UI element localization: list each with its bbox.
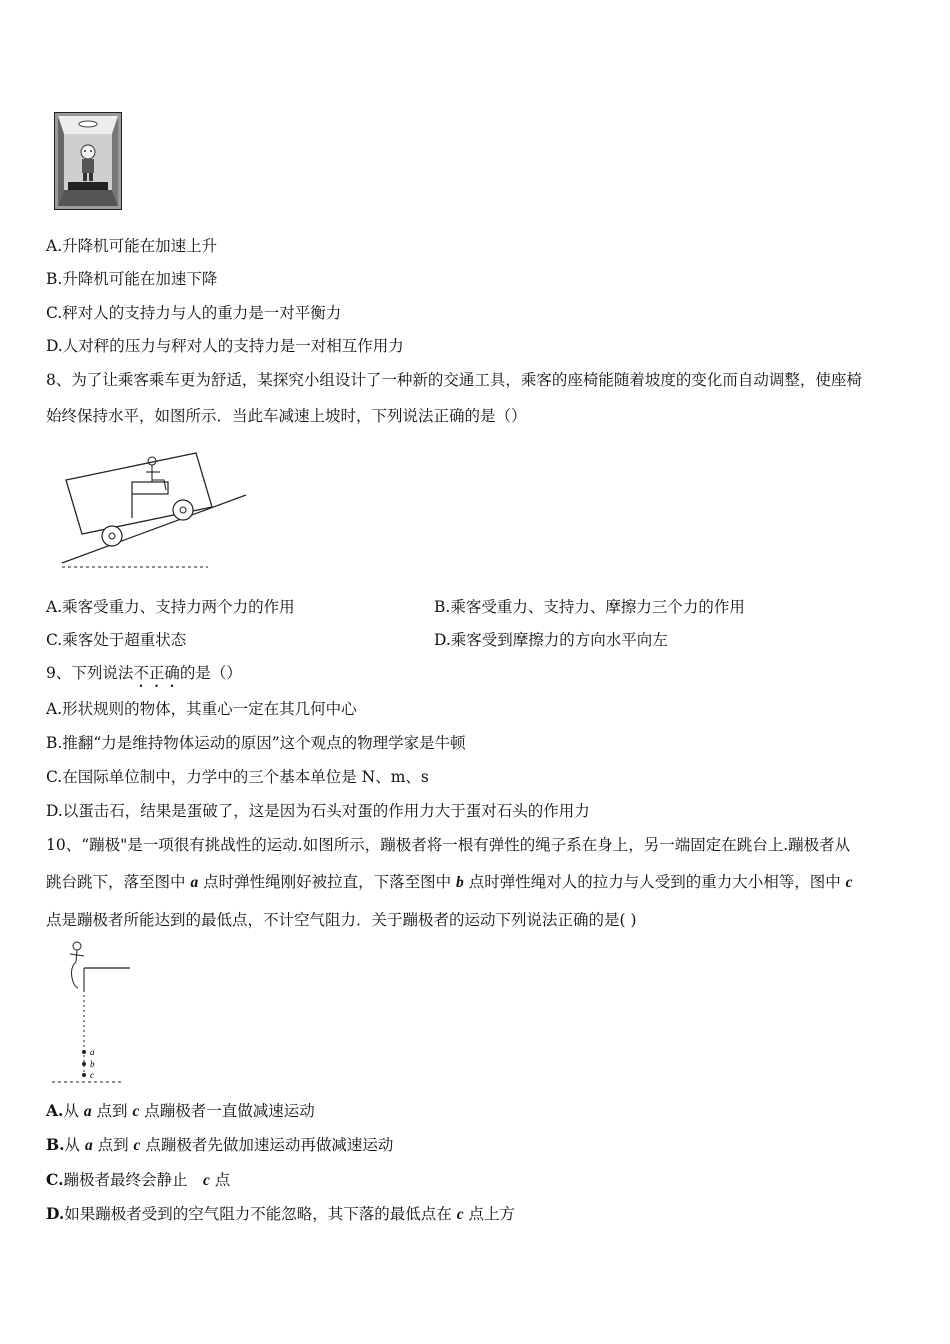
option-text: 点蹦极者先做加速运动再做减速运动 [140, 1136, 394, 1154]
q10-option-d [46, 1204, 515, 1225]
q10-option-c [46, 1170, 230, 1191]
q10-text: 点时弹性绳刚好被拉直，下落至图中 [198, 873, 457, 891]
var-c: c [845, 874, 853, 891]
option-text: 点蹦极者一直做减速运动 [139, 1102, 315, 1120]
q8-stem-line2: 始终保持水平，如图所示．当此车减速上坡时，下列说法正确的是（） [46, 407, 527, 425]
option-letter: D. [46, 1204, 65, 1223]
q7-option-c: C.秤对人的支持力与人的重力是一对平衡力 [46, 304, 342, 322]
var-c: c [202, 1172, 210, 1189]
var-c: c [133, 1137, 141, 1154]
elevator-scale-figure [54, 112, 122, 210]
point-label-b: b [90, 1059, 95, 1069]
option-text: 蹦极者最终会静止 [63, 1171, 203, 1189]
q10-stem-line1: 10、“蹦极"是一项很有挑战性的运动.如图所示，蹦极者将一根有弹性的绳子系在身上，另一端固定在跳台上.蹦极者从 [46, 836, 851, 854]
var-c: c [132, 1103, 140, 1120]
q8-stem-line1: 8、为了让乘客乘车更为舒适，某探究小组设计了一种新的交通工具，乘客的座椅能随着坡度的变化而自动调整，使座椅 [46, 371, 862, 389]
option-text: 点上方 [463, 1205, 516, 1223]
q9-option-d: D.以蛋击石，结果是蛋破了，这是因为石头对蛋的作用力大于蛋对石头的作用力 [46, 802, 590, 820]
option-text: 点到 [91, 1102, 133, 1120]
var-c: c [456, 1206, 464, 1223]
q9-option-b: B.推翻“力是维持物体运动的原因”这个观点的物理学家是牛顿 [46, 734, 466, 752]
q8-option-c: C.乘客处于超重状态 [46, 631, 187, 649]
var-a: a [84, 1137, 93, 1154]
q10-stem-line2 [46, 872, 853, 893]
bungee-jump-figure [48, 938, 138, 1088]
q8-option-d: D.乘客受到摩擦力的方向水平向左 [434, 631, 668, 649]
q9-option-c: C.在国际单位制中，力学中的三个基本单位是 N、m、s [46, 768, 429, 786]
q9-stem-pre: 9、下列说法 [46, 664, 134, 682]
q9-stem-post: 的是（） [179, 664, 242, 682]
q9-stem [46, 663, 242, 691]
option-text: 从 [64, 1136, 85, 1154]
point-label-c: c [90, 1070, 94, 1080]
q10-option-b [46, 1135, 393, 1156]
q7-option-a: A.升降机可能在加速上升 [46, 237, 218, 255]
option-text: 从 [63, 1102, 84, 1120]
var-a: a [190, 874, 199, 891]
point-label-a: a [90, 1047, 95, 1057]
q7-option-b: B.升降机可能在加速下降 [46, 270, 218, 288]
q10-text: 跳台跳下，落至图中 [46, 873, 191, 891]
option-letter: B. [46, 1135, 65, 1154]
q9-stem-emphasis: 不正确 [133, 664, 180, 682]
q10-option-a [46, 1101, 315, 1122]
q9-option-a: A.形状规则的物体，其重心一定在其几何中心 [46, 700, 357, 718]
q8-option-a: A.乘客受重力、支持力两个力的作用 [46, 598, 295, 616]
q7-option-d: D.人对秤的压力与秤对人的支持力是一对相互作用力 [46, 337, 404, 355]
option-text: 点 [209, 1171, 231, 1189]
option-letter: A. [46, 1101, 64, 1120]
var-b: b [456, 874, 464, 891]
option-text: 如果蹦极者受到的空气阻力不能忽略，其下落的最低点在 [64, 1205, 457, 1223]
option-letter: C. [46, 1170, 64, 1189]
q10-text: 点时弹性绳对人的拉力与人受到的重力大小相等，图中 [463, 873, 846, 891]
q10-stem-line3: 点是蹦极者所能达到的最低点，不计空气阻力．关于蹦极者的运动下列说法正确的是( ) [46, 911, 637, 929]
option-text: 点到 [92, 1136, 134, 1154]
var-a: a [83, 1103, 92, 1120]
vehicle-on-slope-figure [56, 450, 256, 575]
q8-option-b: B.乘客受重力、支持力、摩擦力三个力的作用 [434, 598, 745, 616]
